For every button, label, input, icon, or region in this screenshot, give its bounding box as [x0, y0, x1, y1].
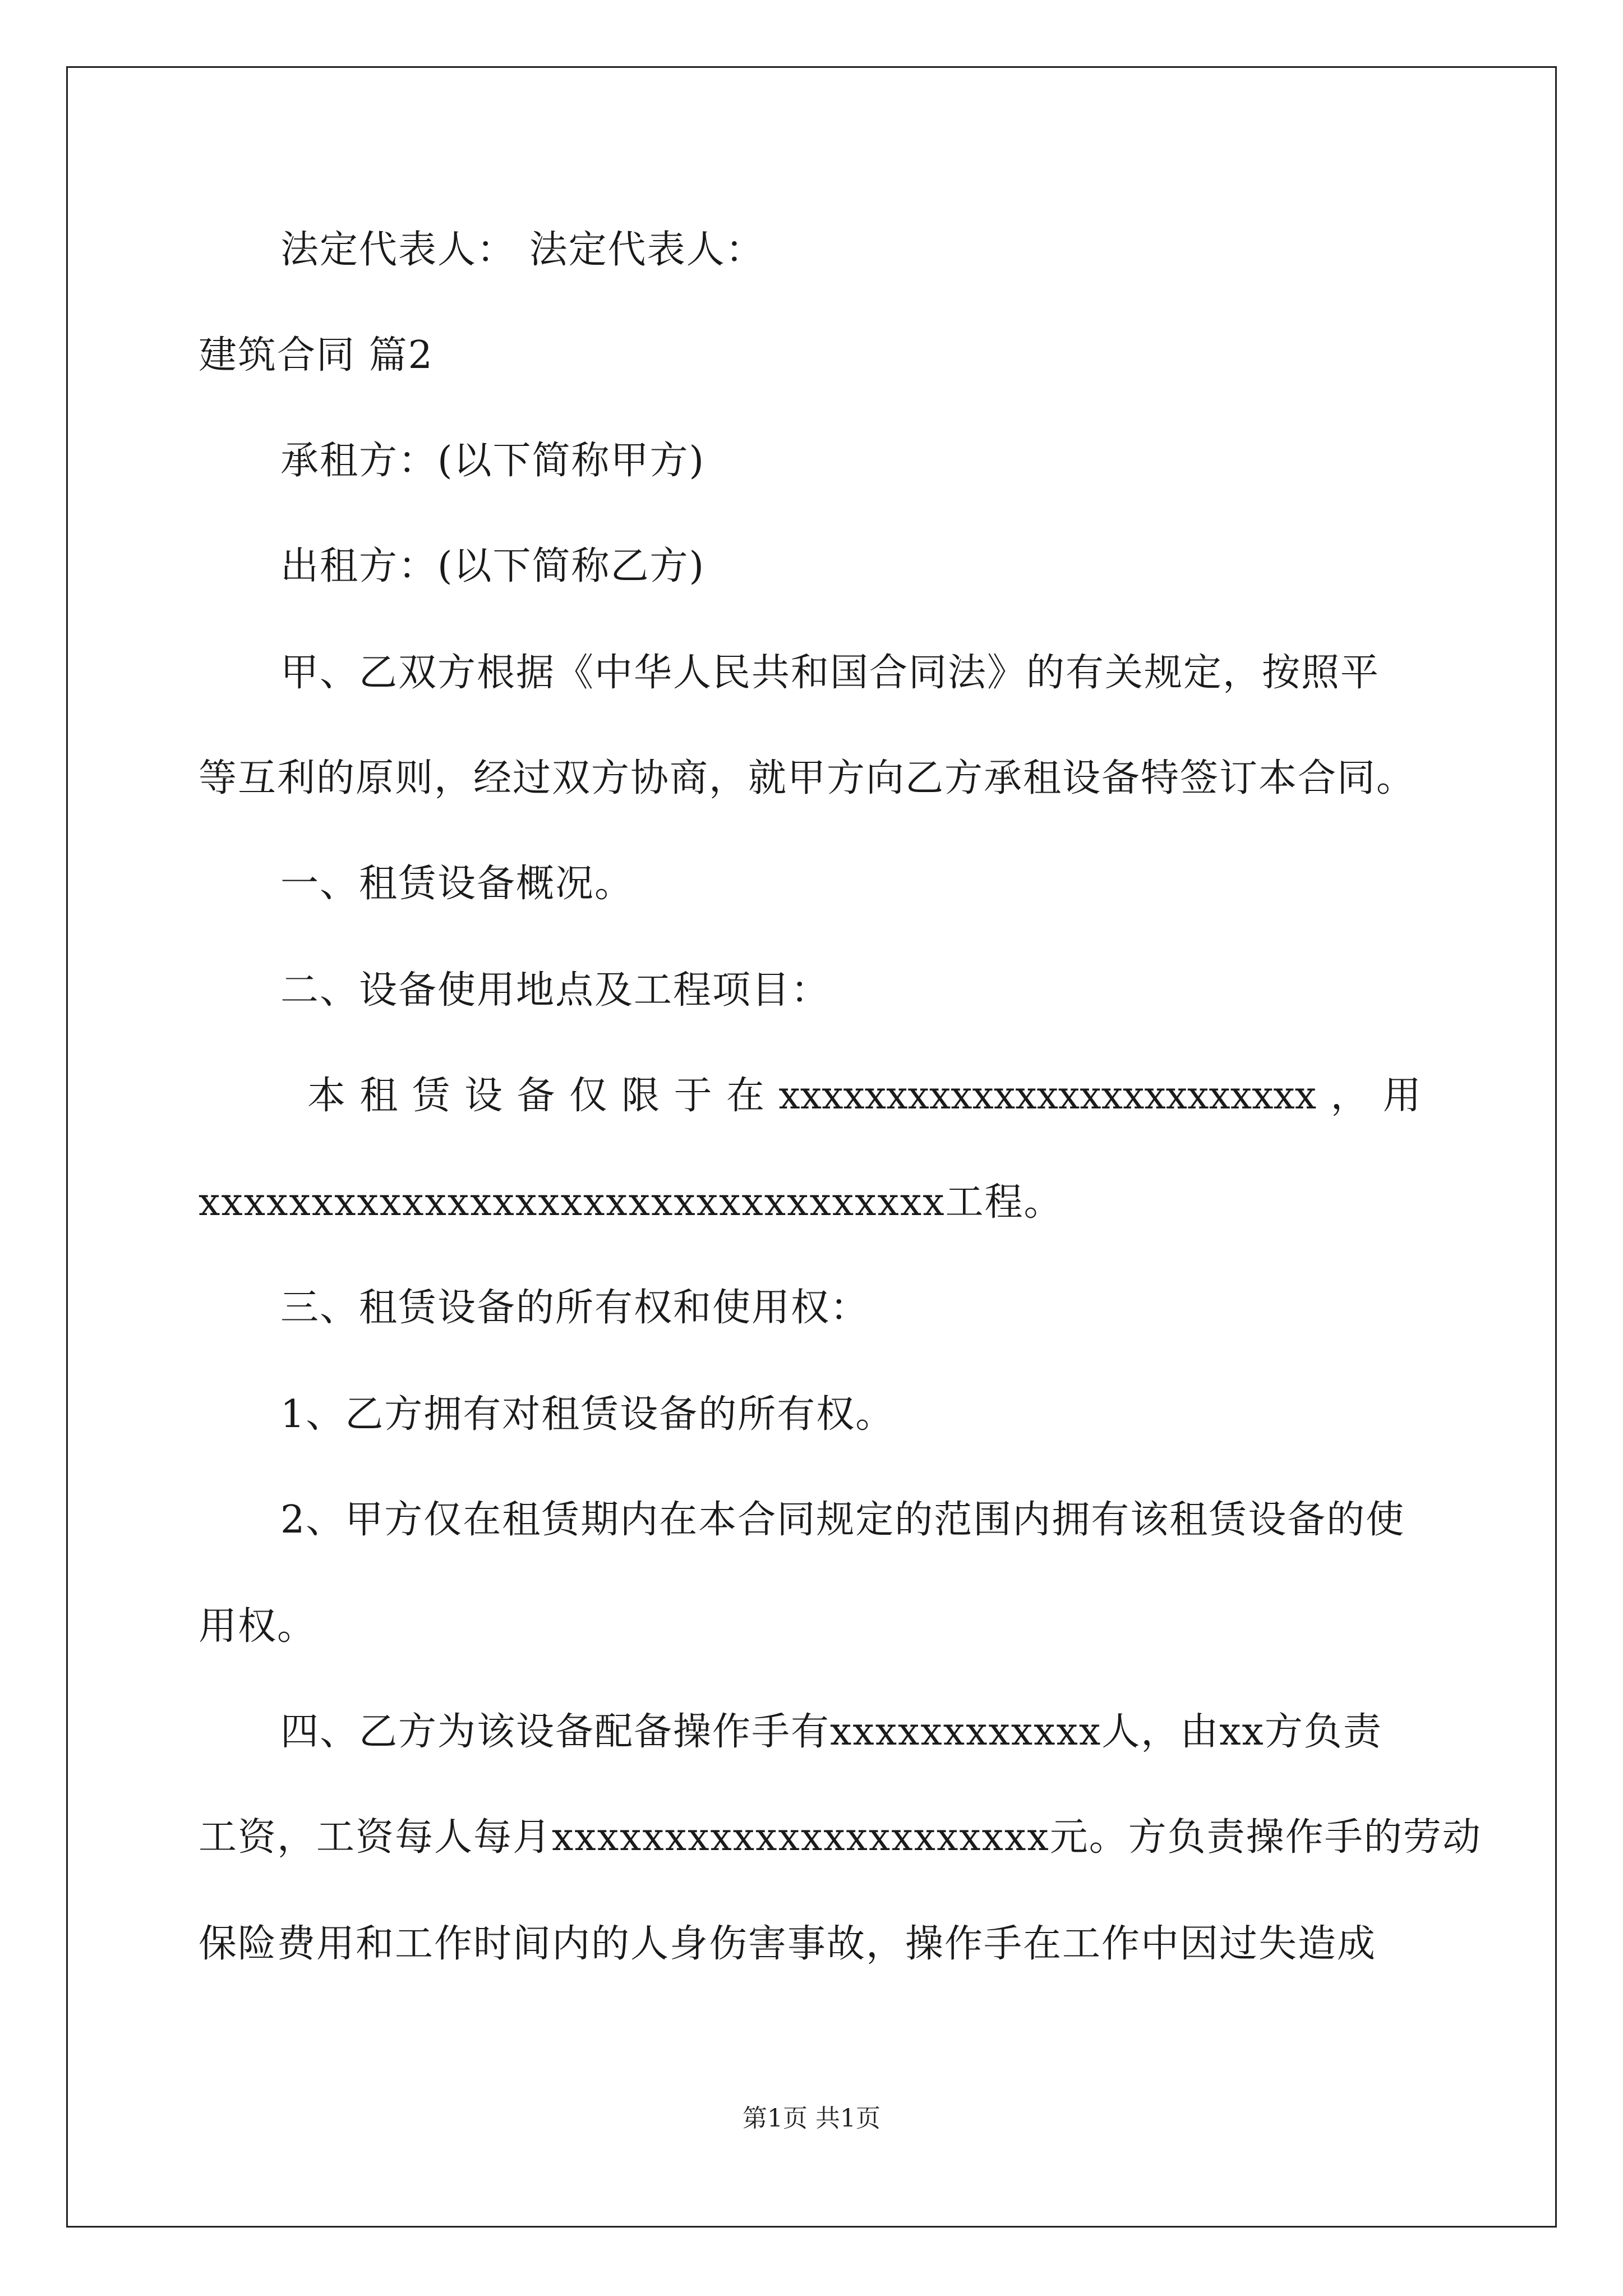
word: 租	[359, 1074, 398, 1118]
word: 于	[674, 1074, 712, 1118]
word: 备	[517, 1074, 555, 1118]
word: 仅	[569, 1074, 607, 1118]
lessee-line: 承租方：(以下简称甲方)	[280, 439, 706, 483]
page-border	[66, 66, 1557, 2228]
clause-heading: 一、租赁设备概况。	[280, 862, 634, 906]
lessor-line: 出租方：(以下简称乙方)	[280, 544, 706, 588]
page-footer: 第1页 共1页	[743, 2104, 880, 2133]
section-heading: 建筑合同 篇2	[199, 333, 434, 378]
word: 赁	[412, 1074, 450, 1118]
placeholder-x: xxxxxxxxxxxxxxxxxxxxxxxxx	[778, 1074, 1317, 1118]
clause-item: 1、乙方拥有对租赁设备的所有权。	[280, 1392, 895, 1437]
signature-line: 法定代表人： 法定代表人：	[280, 228, 765, 272]
word: 本	[307, 1074, 346, 1118]
word: 在	[726, 1074, 765, 1118]
clause-item: 四、乙方为该设备配备操作手有xxxxxxxxxxxx人，由xx方负责	[280, 1710, 1382, 1754]
clause-heading: 二、设备使用地点及工程项目：	[280, 968, 831, 1013]
clause-item: 用权。	[199, 1604, 317, 1649]
word: 限	[621, 1074, 660, 1118]
word: ，	[1330, 1074, 1369, 1118]
word: 设	[464, 1074, 503, 1118]
word: 用	[1382, 1074, 1421, 1118]
paragraph-line: xxxxxxxxxxxxxxxxxxxxxxxxxxxxxxxxx工程。	[199, 1180, 1063, 1225]
justified-line	[307, 1074, 1421, 1118]
paragraph-line: 甲、乙双方根据《中华人民共和国合同法》的有关规定，按照平	[280, 651, 1380, 695]
paragraph-line: 等互利的原则，经过双方协商，就甲方向乙方承租设备特签订本合同。	[199, 756, 1416, 800]
paragraph-line: 工资，工资每人每月xxxxxxxxxxxxxxxxxxxxxx元。方负责操作手的劳动	[199, 1815, 1482, 1860]
paragraph-line: 保险费用和工作时间内的人身伤害事故，操作手在工作中因过失造成	[199, 1922, 1377, 1966]
clause-heading: 三、租赁设备的所有权和使用权：	[280, 1286, 870, 1330]
clause-item: 2、甲方仅在租赁期内在本合同规定的范围内拥有该租赁设备的使	[280, 1498, 1405, 1542]
